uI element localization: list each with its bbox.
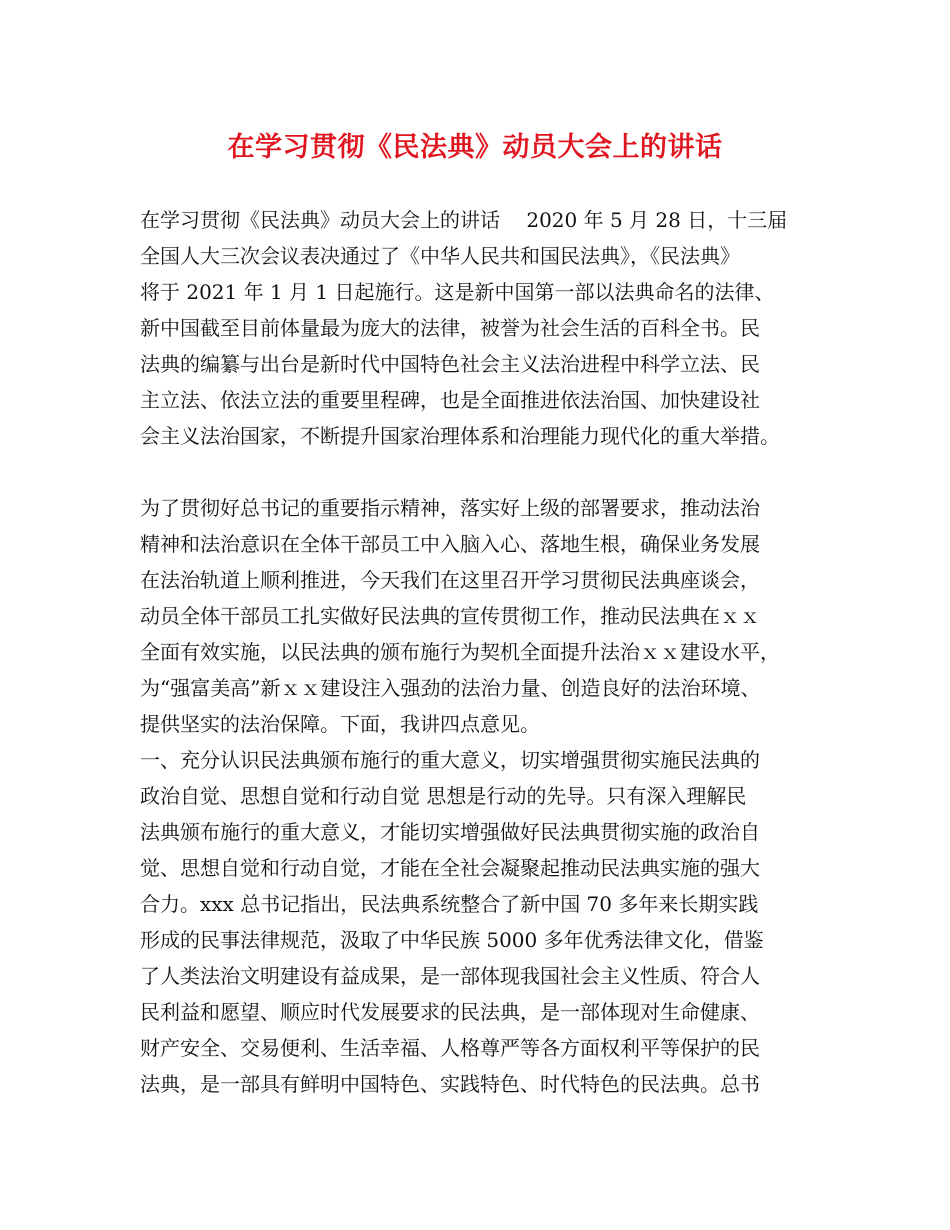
text-line: 了人类法治文明建设有益成果，是一部体现我国社会主义性质、符合人 [140,964,760,988]
text-line: 政治自觉、思想自觉和行动自觉 思想是行动的先导。只有深入理解民 [140,784,747,808]
text-line: 精神和法治意识在全体干部员工中入脑入心、落地生根，确保业务发展 [140,532,760,556]
text-line: 觉、思想自觉和行动自觉，才能在全社会凝聚起推动民法典实施的强大 [140,856,760,880]
text-line: 合力。xxx 总书记指出，民法典系统整合了新中国 70 多年来长期实践 [140,892,759,916]
text-line: 法典颁布施行的重大意义，才能切实增强做好民法典贯彻实施的政治自 [140,820,760,844]
text-line: 法典，是一部具有鲜明中国特色、实践特色、时代特色的民法典。总书 [140,1072,760,1096]
document-body [140,202,830,1102]
paragraph-gap [140,454,830,490]
text-line: 全国人大三次会议表决通过了《中华人民共和国民法典》，《民法典》 [140,244,740,268]
text-line: 在学习贯彻《民法典》动员大会上的讲话 2020 年 5 月 28 日，十三届 [140,208,788,232]
text-line: 为了贯彻好总书记的重要指示精神，落实好上级的部署要求，推动法治 [140,496,760,520]
text-line: 在法治轨道上顺利推进，今天我们在这里召开学习贯彻民法典座谈会， [140,568,760,592]
paragraph-section-one [140,742,830,1102]
text-line: 形成的民事法律规范，汲取了中华民族 5000 多年优秀法律文化，借鉴 [140,928,764,952]
text-line: 会主义法治国家，不断提升国家治理体系和治理能力现代化的重大举措。 [140,424,780,448]
text-line: 一、充分认识民法典颁布施行的重大意义，切实增强贯彻实施民法典的 [140,748,760,772]
text-line: 为“强富美高”新ｘｘ建设注入强劲的法治力量、创造良好的法治环境、 [140,676,761,700]
paragraph-intro [140,202,830,454]
text-line: 法典的编纂与出台是新时代中国特色社会主义法治进程中科学立法、民 [140,352,760,376]
document-title: 在学习贯彻《民法典》动员大会上的讲话 [227,132,723,163]
text-line: 民利益和愿望、顺应时代发展要求的民法典，是一部体现对生命健康、 [140,1000,760,1024]
text-line: 动员全体干部员工扎实做好民法典的宣传贯彻工作，推动民法典在ｘｘ [140,604,760,628]
text-line: 全面有效实施，以民法典的颁布施行为契机全面提升法治ｘｘ建设水平， [140,640,780,664]
text-line: 提供坚实的法治保障。下面，我讲四点意见。 [140,712,540,736]
text-line: 将于 2021 年 1 月 1 日起施行。这是新中国第一部以法典命名的法律、 [140,280,775,304]
text-line: 财产安全、交易便利、生活幸福、人格尊严等各方面权利平等保护的民 [140,1036,760,1060]
text-line: 新中国截至目前体量最为庞大的法律，被誉为社会生活的百科全书。民 [140,316,760,340]
text-line: 主立法、依法立法的重要里程碑，也是全面推进依法治国、加快建设社 [140,388,760,412]
paragraph-purpose [140,490,830,742]
